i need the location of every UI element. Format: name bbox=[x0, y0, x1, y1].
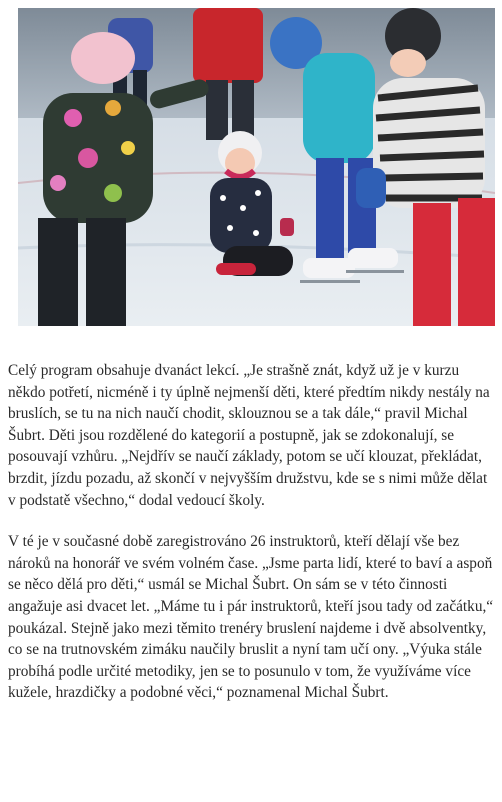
article-photo bbox=[18, 8, 495, 326]
article-paragraph: V té je v současné době zaregistrováno 26 instruktorů, kteří dělají vše bez nároků na honorář ve svém volném čase. „Jsme parta lidí, které to baví a aspoň se něco dělá pro děti,“ usmál se Michal Šubrt. On sám se v této činnosti angažuje asi dvacet let. „Máme tu i pár instruktorů, kteří jsou tady od začátku,“ poukázal. Stejně jako mezi těmito trenéry bruslení najdeme i dvě absolventky, co se na trutnovském zimáku naučily bruslit a nyní tam učí ony. „Výuka stále probíhá podle určité metodiky, jen se to posunulo v tom, že využíváme více kužele, hrazdičky a podobné věci,“ poznamenal Michal Šubrt. bbox=[8, 533, 494, 702]
article-paragraph: Celý program obsahuje dvanáct lekcí. „Je strašně znát, když už je v kurzu někdo potřetí, nicméně i ty úplně nejmenší děti, které předtím nikdy nestály na bruslích, se tu na nich naučí chodit, sklouznou se a tak dále,“ pravil Michal Šubrt. Děti jsou rozdělené do kategorií a postupně, jak se zdokonalují, se posouvají vzhůru. „Nejdřív se naučí základy, potom se učí klouzat, překládat, brzdit, jízdu pozadu, až skončí v nejvyšším družstvu, kde se s nimi může dělat v podstatě všechno,“ dodal vedoucí školy. bbox=[8, 362, 490, 509]
article-body bbox=[8, 360, 494, 704]
ice-rink-children-illustration bbox=[18, 8, 495, 326]
